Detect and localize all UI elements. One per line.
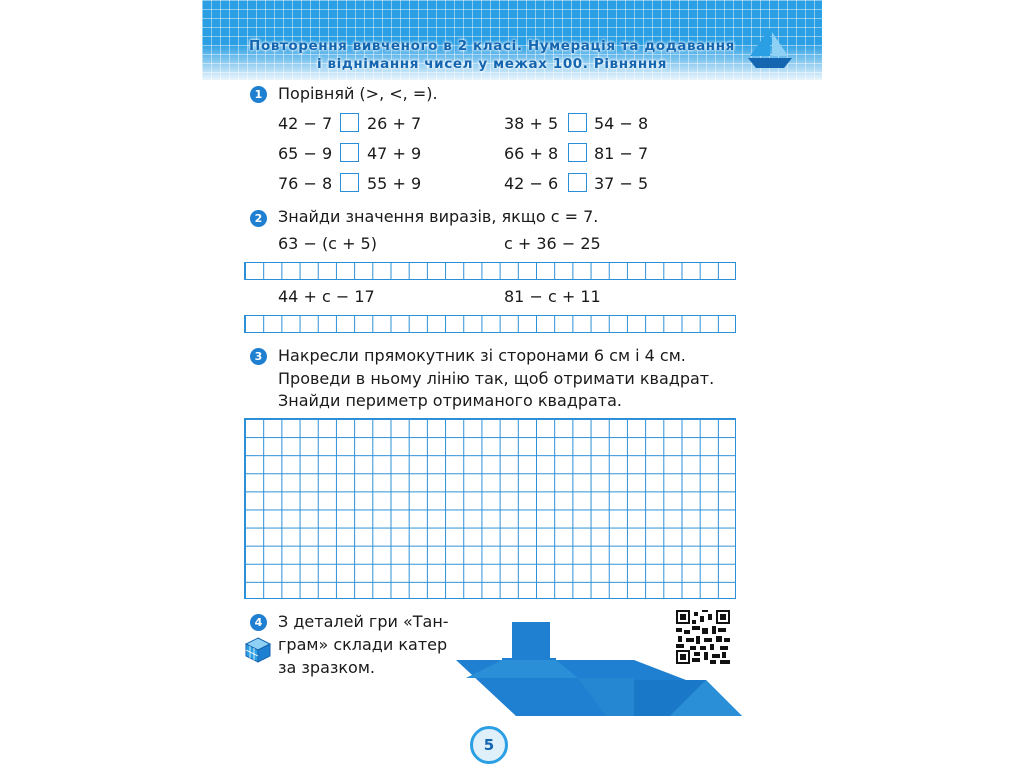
task3-line3: Знайди периметр отриманого квадрата. (278, 391, 623, 410)
compare-box[interactable] (340, 113, 359, 132)
expr-1b-left: 38 + 5 (504, 114, 559, 133)
expr-3a-right: 55 + 9 (367, 174, 422, 193)
expr-2a-left: 65 − 9 (278, 144, 333, 163)
compare-box[interactable] (568, 143, 587, 162)
task-number-1: 1 (250, 86, 267, 103)
expr-3a-left: 76 − 8 (278, 174, 333, 193)
expr-3b-left: 42 − 6 (504, 174, 559, 193)
expr-2a-right: 47 + 9 (367, 144, 422, 163)
answer-grid-strip-2[interactable] (244, 315, 736, 333)
task-number-3: 3 (250, 348, 267, 365)
cube-icon (244, 636, 272, 664)
expr-1a-left: 42 − 7 (278, 114, 333, 133)
task2-instruction: Знайди значення виразів, якщо c = 7. (278, 207, 599, 226)
expr-3b-right: 37 − 5 (594, 174, 649, 193)
task3-line1: Накресли прямокутник зі сторонами 6 см і 4 см. (278, 346, 686, 365)
expr-1b-right: 54 − 8 (594, 114, 649, 133)
task4-line2: грам» склади катер (278, 635, 448, 654)
task-number-4: 4 (250, 614, 267, 631)
expr-2b-right: 81 − 7 (594, 144, 649, 163)
drawing-grid[interactable] (244, 418, 736, 599)
page-header (202, 0, 822, 80)
page-title (232, 37, 752, 73)
task4-line1: З деталей гри «Тан- (278, 612, 449, 631)
task2-expr-2: c + 36 − 25 (504, 234, 601, 253)
sailboat-icon (746, 26, 794, 70)
expr-2b-left: 66 + 8 (504, 144, 559, 163)
task-number-2: 2 (250, 210, 267, 227)
page-title-line1: Повторення вивченого в 2 класі. Нумерація та додавання (249, 38, 735, 54)
compare-box[interactable] (568, 113, 587, 132)
page-number: 5 (470, 726, 508, 764)
compare-box[interactable] (340, 173, 359, 192)
task3-line2: Проведи в ньому лінію так, щоб отримати квадрат. (278, 369, 715, 388)
task2-expr-4: 81 − c + 11 (504, 287, 601, 306)
qr-code-icon[interactable] (676, 610, 730, 664)
answer-grid-strip-1[interactable] (244, 262, 736, 280)
expr-1a-right: 26 + 7 (367, 114, 422, 133)
workbook-page (202, 0, 822, 768)
task2-expr-1: 63 − (c + 5) (278, 234, 377, 253)
task1-instruction: Порівняй (>, <, =). (278, 84, 438, 103)
page-title-line2: і віднімання чисел у межах 100. Рівняння (316, 56, 668, 72)
task2-expr-3: 44 + c − 17 (278, 287, 375, 306)
task4-line3: за зразком. (278, 658, 375, 677)
compare-box[interactable] (340, 143, 359, 162)
compare-box[interactable] (568, 173, 587, 192)
